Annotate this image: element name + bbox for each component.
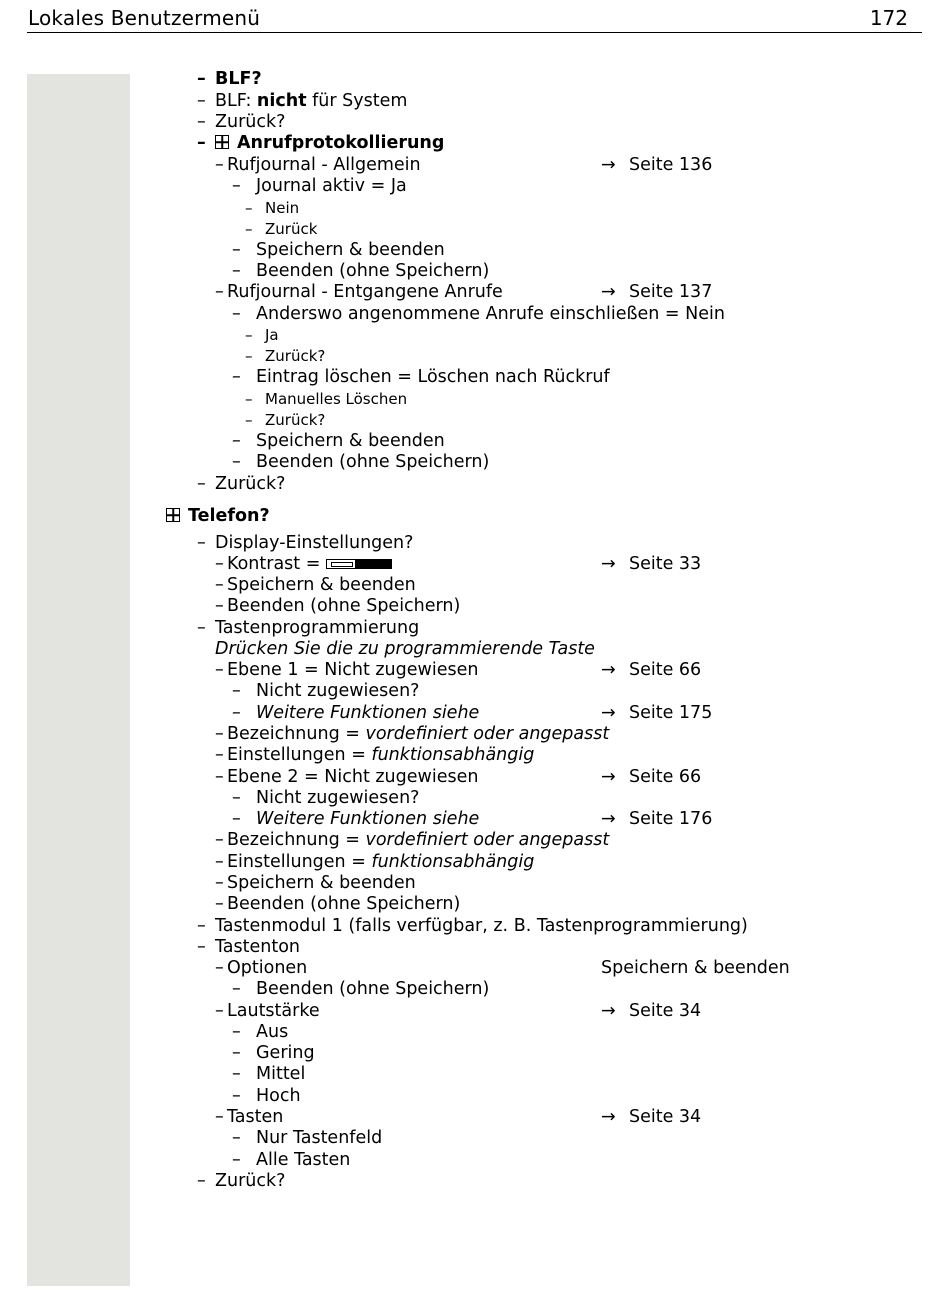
menu-section-anrufprotokollierung: – Anrufprotokollierung xyxy=(197,133,445,153)
arrow-right-icon: → xyxy=(601,809,616,829)
menu-item-blf-system: – BLF: nicht für System xyxy=(197,91,408,111)
menu-item-beenden-3: – Beenden (ohne Speichern) xyxy=(215,596,461,616)
page-ref: → Seite 136 xyxy=(601,155,713,175)
arrow-right-icon: → xyxy=(601,660,616,680)
menu-item-lautstaerke: – Lautstärke xyxy=(215,1001,320,1021)
instruction-text: Drücken Sie die zu programmierende Taste xyxy=(215,639,595,659)
menu-item-eintrag-loeschen: – Eintrag löschen = Löschen nach Rückruf xyxy=(232,367,610,387)
menu-item-blf: – BLF? xyxy=(197,69,262,89)
page-ref: → Seite 176 xyxy=(601,809,713,829)
menu-item-ebene1: – Ebene 1 = Nicht zugewiesen xyxy=(215,660,479,680)
arrow-right-icon: → xyxy=(601,767,616,787)
boxed-plus-icon xyxy=(166,508,180,522)
menu-item-beenden-5: – Beenden (ohne Speichern) xyxy=(232,979,490,999)
page-ref: → Seite 33 xyxy=(601,554,702,574)
menu-item-bezeichnung: – Bezeichnung = vordefiniert oder angepasst xyxy=(215,724,610,744)
page-ref: → Seite 137 xyxy=(601,282,713,302)
menu-item-einstellungen-2: – Einstellungen = funktionsabhängig xyxy=(215,852,535,872)
arrow-right-icon: → xyxy=(601,1001,616,1021)
page-number: 172 xyxy=(869,6,908,30)
menu-item-beenden-2: – Beenden (ohne Speichern) xyxy=(232,452,490,472)
menu-item-bezeichnung-2: – Bezeichnung = vordefiniert oder angepasst xyxy=(215,830,610,850)
menu-item-einstellungen: – Einstellungen = funktionsabhängig xyxy=(215,745,535,765)
page-ref: → Seite 66 xyxy=(601,660,702,680)
menu-item-rufjournal-entgangen: – Rufjournal - Entgangene Anrufe xyxy=(215,282,503,302)
optionen-right-label: Speichern & beenden xyxy=(601,958,790,978)
arrow-right-icon: → xyxy=(601,282,616,302)
menu-section-telefon: Telefon? xyxy=(166,506,270,527)
header-title: Lokales Benutzermenü xyxy=(28,6,261,30)
arrow-right-icon: → xyxy=(601,1107,616,1127)
arrow-right-icon: → xyxy=(601,155,616,175)
page-ref: → Seite 34 xyxy=(601,1107,702,1127)
menu-item-rufjournal-allgemein: – Rufjournal - Allgemein xyxy=(215,155,421,175)
menu-item-optionen: – Optionen xyxy=(215,958,308,978)
menu-item-journal-aktiv: – Journal aktiv = Ja xyxy=(232,176,407,196)
menu-item-back: – Zurück? xyxy=(197,112,286,132)
boxed-plus-icon xyxy=(215,135,229,149)
menu-item-speichern-2: – Speichern & beenden xyxy=(232,431,445,451)
menu-option-zurueck: – Zurück xyxy=(245,220,318,238)
menu-option-ja: – Ja xyxy=(245,326,279,344)
menu-item-back-3: – Zurück? xyxy=(197,1171,286,1191)
menu-item-speichern-3: – Speichern & beenden xyxy=(215,575,416,595)
menu-option-nein: – Nein xyxy=(245,199,300,217)
menu-item-tastenmodul: – Tastenmodul 1 (falls verfügbar, z. B. Tastenprogrammierung) xyxy=(197,916,748,936)
menu-item-beenden: – Beenden (ohne Speichern) xyxy=(232,261,490,281)
menu-option-gering: – Gering xyxy=(232,1043,315,1063)
menu-item-back-2: – Zurück? xyxy=(197,474,286,494)
menu-item-nicht-zugewiesen-2: – Nicht zugewiesen? xyxy=(232,788,420,808)
menu-item-beenden-4: – Beenden (ohne Speichern) xyxy=(215,894,461,914)
menu-option-zurueck-q2: – Zurück? xyxy=(245,411,326,429)
menu-item-display: – Display-Einstellungen? xyxy=(197,533,414,553)
menu-option-manuelles: – Manuelles Löschen xyxy=(245,390,408,408)
page-ref: → Seite 34 xyxy=(601,1001,702,1021)
menu-item-kontrast: – Kontrast = xyxy=(215,554,392,575)
menu-item-anderswo: – Anderswo angenommene Anrufe einschließen = Nein xyxy=(232,304,725,324)
arrow-right-icon: → xyxy=(601,554,616,574)
menu-item-weitere-2: – Weitere Funktionen siehe xyxy=(232,809,480,829)
menu-item-tastenton: – Tastenton xyxy=(197,937,301,957)
menu-option-zurueck-q: – Zurück? xyxy=(245,347,326,365)
menu-item-speichern-4: – Speichern & beenden xyxy=(215,873,416,893)
menu-option-mittel: – Mittel xyxy=(232,1064,306,1084)
arrow-right-icon: → xyxy=(601,703,616,723)
page-ref: → Seite 66 xyxy=(601,767,702,787)
menu-item-speichern: – Speichern & beenden xyxy=(232,240,445,260)
menu-item-tastenprogrammierung: – Tastenprogrammierung xyxy=(197,618,420,638)
menu-option-aus: – Aus xyxy=(232,1022,289,1042)
menu-option-alle-tasten: – Alle Tasten xyxy=(232,1150,351,1170)
menu-item-ebene2: – Ebene 2 = Nicht zugewiesen xyxy=(215,767,479,787)
menu-item-tasten: – Tasten xyxy=(215,1107,284,1127)
page-ref: → Seite 175 xyxy=(601,703,713,723)
contrast-bar-icon xyxy=(326,559,392,569)
menu-option-hoch: – Hoch xyxy=(232,1086,301,1106)
menu-item-weitere: – Weitere Funktionen siehe xyxy=(232,703,480,723)
menu-item-nicht-zugewiesen: – Nicht zugewiesen? xyxy=(232,681,420,701)
menu-option-nur-tastenfeld: – Nur Tastenfeld xyxy=(232,1128,383,1148)
